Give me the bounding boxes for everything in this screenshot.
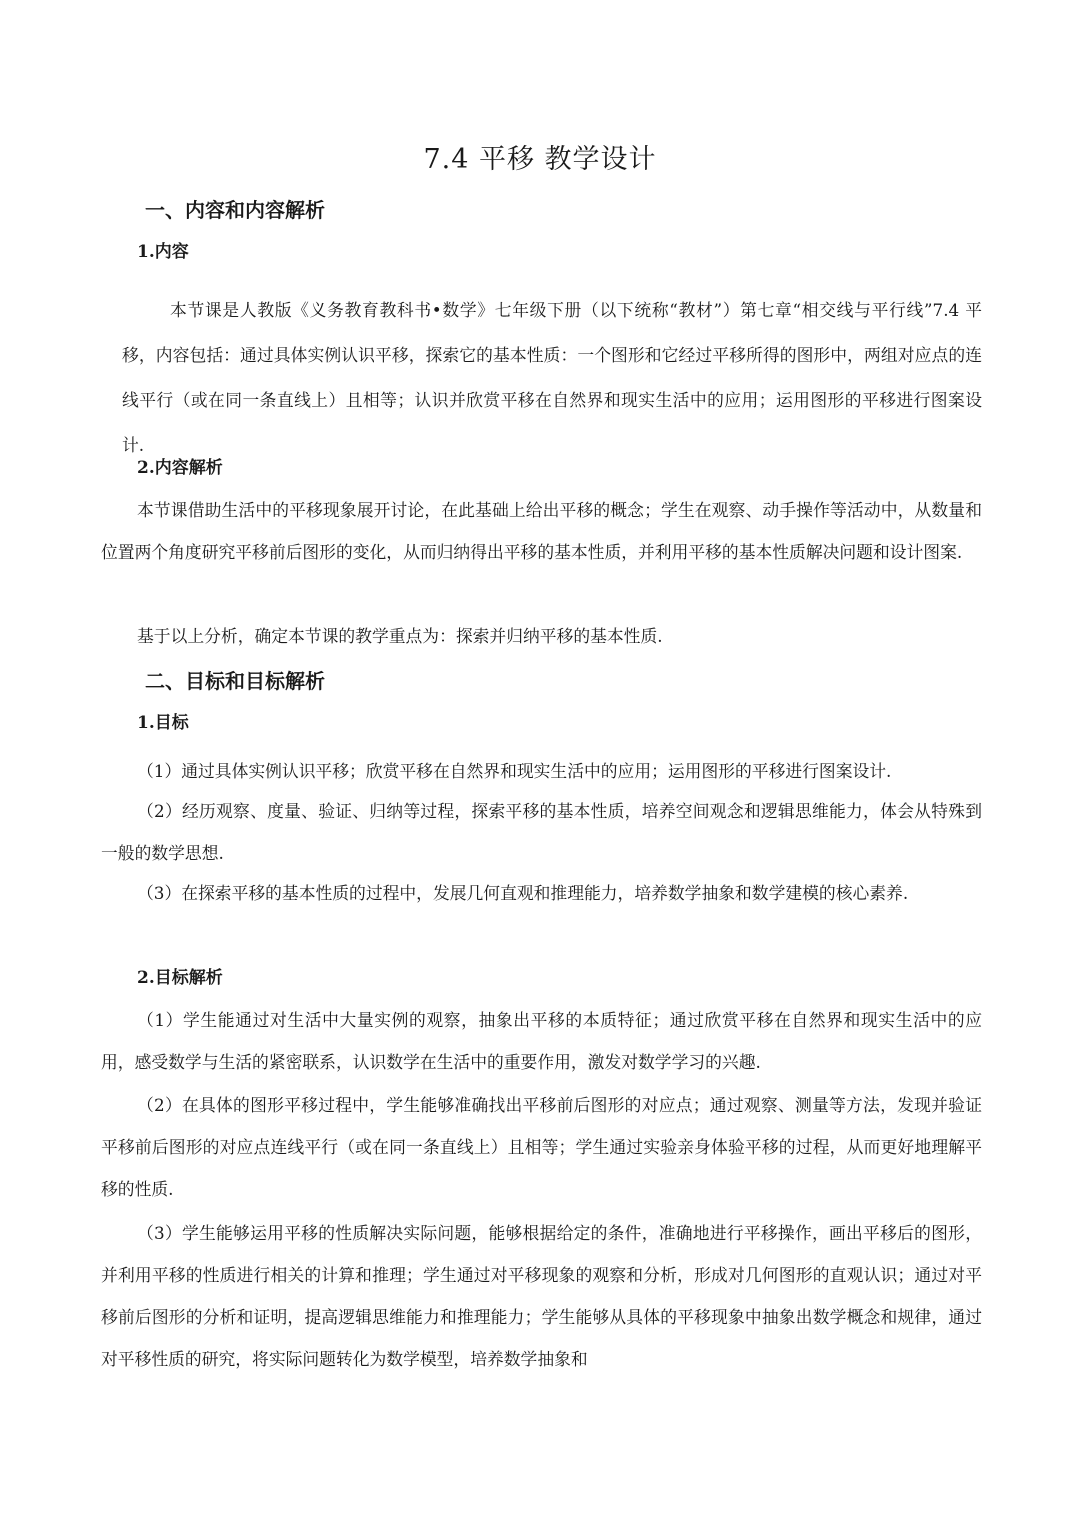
goal-item-2: （2）经历观察、度量、验证、归纳等过程，探索平移的基本性质，培养空间观念和逻辑思维能力，体会从特殊到一般的数学思想. (101, 801, 982, 863)
subheading-content: 1.内容 (137, 242, 189, 262)
goal-analysis-item-2: （2）在具体的图形平移过程中，学生能够准确找出平移前后图形的对应点；通过观察、测量等方法，发现并验证平移前后图形的对应点连线平行（或在同一条直线上）且相等；学生通过实验亲身体验平移的过程，从而更好地理解平移的性质. (101, 1095, 982, 1199)
goal-analysis-item-3: （3）学生能够运用平移的性质解决实际问题，能够根据给定的条件，准确地进行平移操作，画出平移后的图形，并利用平移的性质进行相关的计算和推理；学生通过对平移现象的观察和分析，形成对几何图形的直观认识；通过对平移前后图形的分析和证明，提高逻辑思维能力和推理能力；学生能够从具体的平移现象中抽象出数学概念和规律，通过对平移性质的研究，将实际问题转化为数学模型，培养数学抽象和 (101, 1223, 982, 1369)
section-heading-goals: 二、目标和目标解析 (145, 669, 325, 693)
content-analysis-paragraph: 本节课借助生活中的平移现象展开讨论，在此基础上给出平移的概念；学生在观察、动手操作等活动中，从数量和位置两个角度研究平移前后图形的变化，从而归纳得出平移的基本性质，并利用平移的基本性质解决问题和设计图案. (101, 500, 982, 562)
subheading-goal-analysis: 2.目标解析 (137, 968, 223, 988)
teaching-focus-paragraph: 基于以上分析，确定本节课的教学重点为：探索并归纳平移的基本性质. (137, 626, 663, 646)
content-paragraph: 本节课是人教版《义务教育教科书•数学》七年级下册（以下统称“教材”）第七章“相交线与平行线”7.4 平移，内容包括：通过具体实例认识平移，探索它的基本性质：一个图形和它经过平移所得的图形中，两组对应点的连线平行（或在同一条直线上）且相等；认识并欣赏平移在自然界和现实生活中的应用；运用图形的平移进行图案设计. (122, 300, 982, 455)
subheading-content-analysis: 2.内容解析 (137, 458, 223, 478)
goal-item-3: （3）在探索平移的基本性质的过程中，发展几何直观和推理能力，培养数学抽象和数学建模的核心素养. (137, 883, 909, 903)
section-heading-content: 一、内容和内容解析 (145, 198, 325, 222)
goal-item-1: （1）通过具体实例认识平移；欣赏平移在自然界和现实生活中的应用；运用图形的平移进行图案设计. (137, 761, 892, 781)
subheading-goals: 1.目标 (137, 713, 189, 733)
goal-analysis-item-1: （1）学生能通过对生活中大量实例的观察，抽象出平移的本质特征；通过欣赏平移在自然界和现实生活中的应用，感受数学与生活的紧密联系，认识数学在生活中的重要作用，激发对数学学习的兴趣. (101, 1010, 982, 1072)
document-title: 7.4 平移 教学设计 (423, 144, 657, 175)
